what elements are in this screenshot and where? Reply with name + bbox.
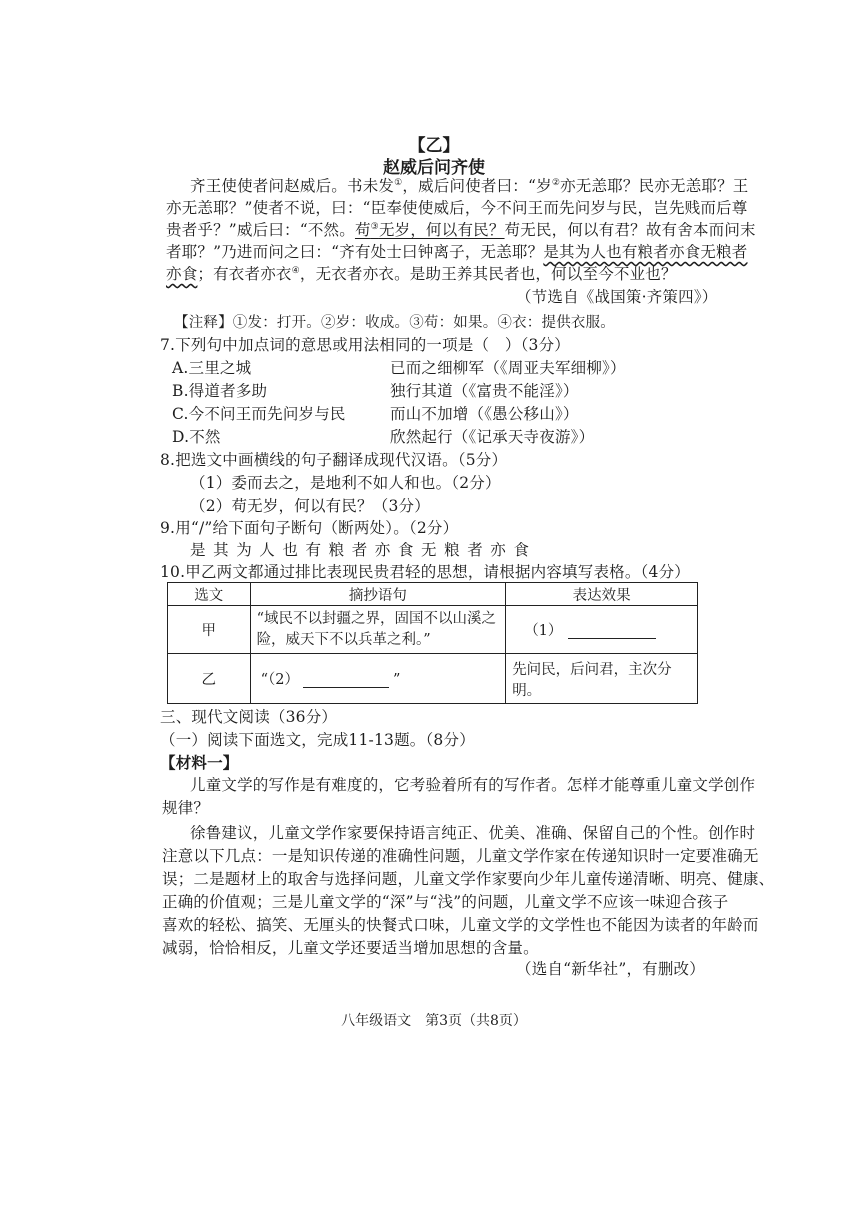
- material-paragraph-line: 喜欢的轻松、搞笑、无厘头的快餐式口味，儿童文学的文学性也不能因为读者的年龄而: [162, 916, 759, 934]
- material-paragraph-line: 规律？: [162, 799, 210, 817]
- material-1-label: 【材料一】: [160, 753, 239, 772]
- q7-option-c: C.今不问王而先问岁与民: [172, 405, 346, 423]
- q7-option-a-pair: 已而之细柳军（《周亚夫军细柳》）: [390, 359, 626, 377]
- question-8-stem: 8.把选文中画横线的句子翻译成现代汉语。（5分）: [160, 451, 508, 469]
- passage-title: 赵威后问齐使: [383, 158, 485, 178]
- table-cell: “（2） ”: [250, 654, 506, 704]
- table-header-cell: 选文: [168, 583, 251, 606]
- q7-option-a: A.三里之城: [172, 359, 252, 377]
- q9-sentence: 是其为人也有粮者亦食无粮者亦食: [190, 541, 537, 559]
- table-cell: “域民不以封疆之界，固国不以山溪之险，威天下不以兵革之利。”: [250, 606, 506, 654]
- passage-line-4: 者耶？”乃进而问之曰：“齐有处士曰钟离子，无恙耶？是其为人也有粮者亦食无粮者: [166, 243, 748, 261]
- table-cell: 甲: [168, 606, 251, 654]
- answer-blank[interactable]: [303, 673, 389, 688]
- q7-option-c-pair: 而山不加增（《愚公移山》）: [390, 405, 579, 423]
- passage-line-3: 贵者乎？”威后曰：“不然。苟③无岁，何以有民？苟无民，何以有君？故有舍本而问末: [166, 221, 756, 239]
- table-header-cell: 摘抄语句: [250, 583, 506, 606]
- material-paragraph-line: 徐鲁建议，儿童文学作家要保持语言纯正、优美、准确、保留自己的个性。创作时: [190, 824, 756, 842]
- table-header-cell: 表达效果: [506, 583, 698, 606]
- table-header-row: [168, 583, 698, 606]
- q7-option-b: B.得道者多助: [172, 382, 268, 400]
- material-paragraph-line: 注意以下几点：一是知识传递的准确性问题，儿童文学作家在传递知识时一定要准确无: [162, 847, 759, 865]
- table-row: [168, 654, 698, 704]
- section-label: 【乙】: [408, 136, 460, 156]
- answer-table: [167, 582, 698, 704]
- table-cell: 先问民，后问君，主次分明。: [506, 654, 698, 704]
- table-row: [168, 606, 698, 654]
- passage-line-5: 亦食；有衣者亦衣④，无衣者亦衣。是助王养其民者也，何以至今不业也？: [166, 265, 677, 283]
- material-paragraph-line: 误；二是题材上的取舍与选择问题，儿童文学作家要向少年儿童传递清晰、明亮、健康、: [162, 870, 775, 888]
- passage-line-2: 亦无恙耶？”使者不说，曰：“臣奉使使威后，今不问王而先问岁与民，岂先贱而后尊: [166, 199, 748, 217]
- part-3-heading: 三、现代文阅读（36分）: [160, 708, 338, 726]
- question-7-stem: 7.下列句中加点词的意思或用法相同的一项是（ ）（3分）: [160, 336, 571, 354]
- material-paragraph-line: 减弱，恰恰相反，儿童文学还要适当增加思想的含量。: [162, 939, 539, 957]
- part-3-subheading: （一）阅读下面选文，完成11-13题。（8分）: [160, 731, 475, 749]
- question-10-stem: 10.甲乙两文都通过排比表现民贵君轻的思想，请根据内容填写表格。（4分）: [160, 563, 690, 581]
- passage-line-1: 齐王使使者问赵威后。书未发①，威后问使者曰：“岁②亦无恙耶？民亦无恙耶？王: [190, 177, 749, 195]
- q7-option-d-pair: 欣然起行（《记承天寺夜游》）: [390, 428, 595, 446]
- page-footer: 八年级语文 第3页（共8页）: [341, 1013, 527, 1029]
- material-source: （选自“新华社”，有删改）: [516, 960, 705, 978]
- material-paragraph-line: 儿童文学的写作是有难度的，它考验着所有的写作者。怎样才能尊重儿童文学创作: [190, 776, 756, 794]
- table-cell: 乙: [168, 654, 251, 704]
- question-9-stem: 9.用“/”给下面句子断句（断两处）。（2分）: [160, 519, 459, 537]
- q7-option-d: D.不然: [172, 428, 221, 446]
- q8-sub-1: （1）委而去之，是地利不如人和也。（2分）: [190, 474, 501, 492]
- table-cell: （1）: [506, 606, 698, 654]
- answer-blank[interactable]: [568, 624, 656, 639]
- annotation-notes: 【注释】①发：打开。②岁：收成。③苟：如果。④衣：提供衣服。: [174, 315, 615, 331]
- q7-option-b-pair: 独行其道（《富贵不能淫》）: [390, 382, 579, 400]
- material-paragraph-line: 正确的价值观；三是儿童文学的“深”与“浅”的问题，儿童文学不应该一味迎合孩子: [162, 893, 729, 911]
- q8-sub-2: （2）苟无岁，何以有民？（3分）: [190, 497, 430, 515]
- passage-source: （节选自《战国策·齐策四》）: [516, 288, 718, 306]
